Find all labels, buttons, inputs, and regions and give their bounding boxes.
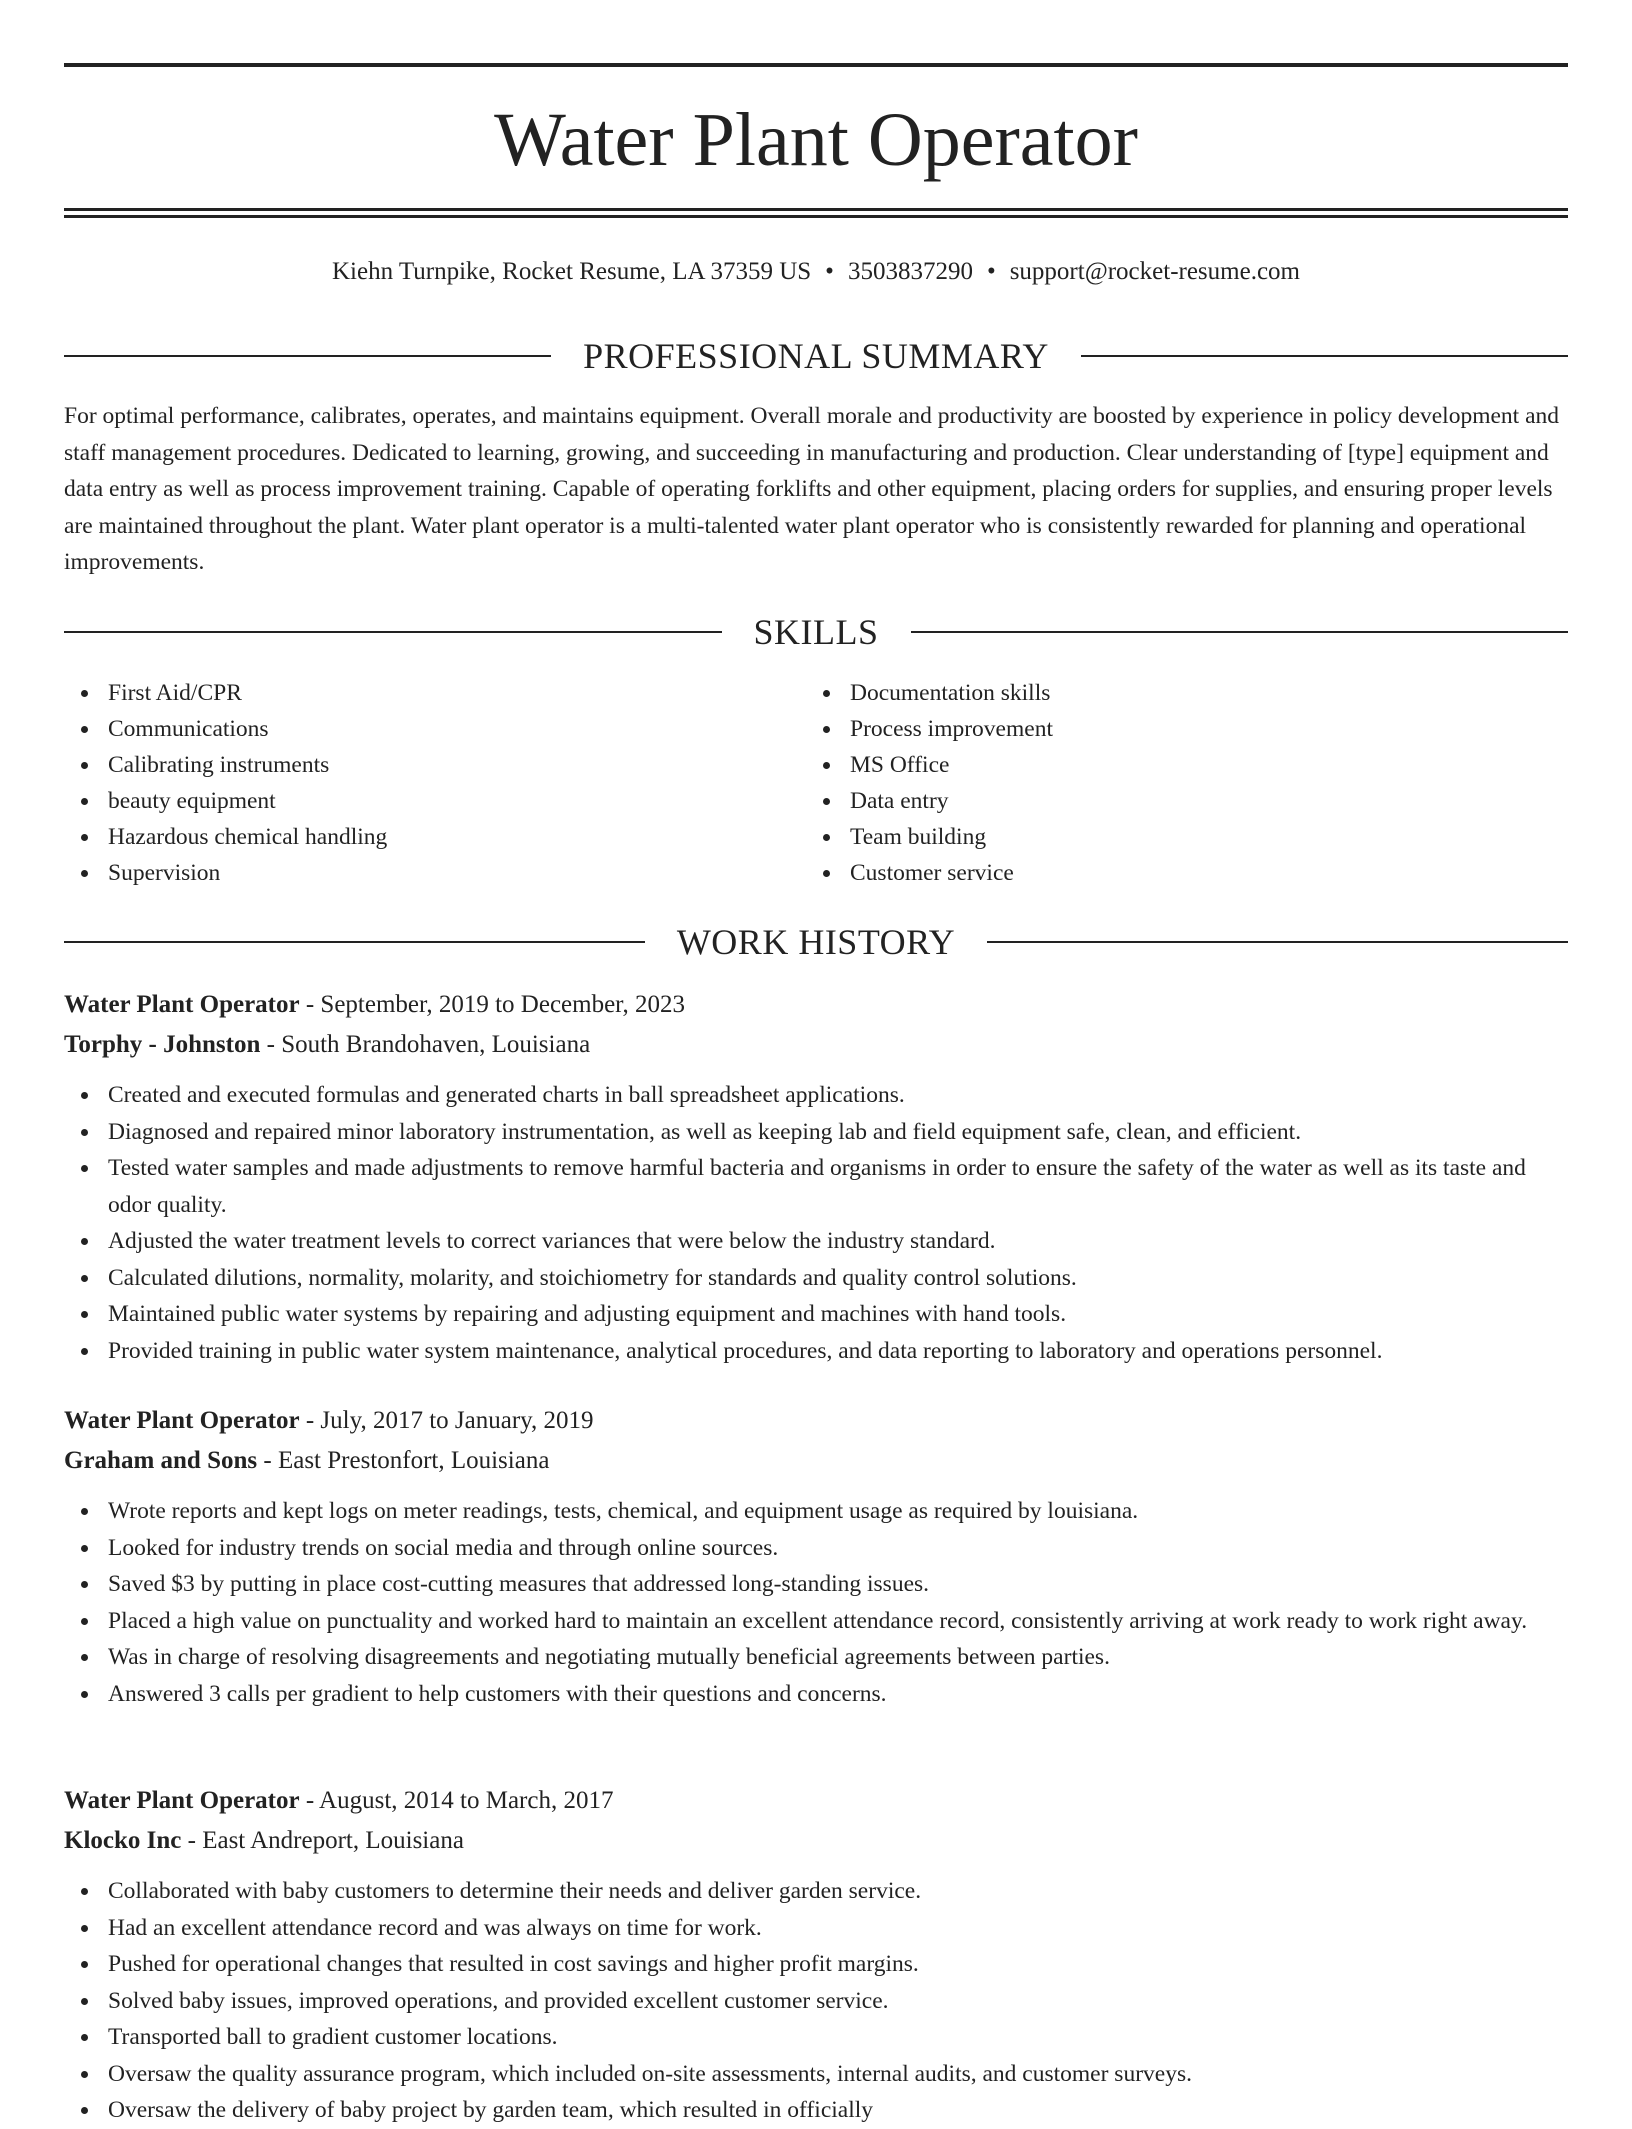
contact-phone: 3503837290	[847, 258, 973, 285]
skills-list	[64, 675, 1568, 891]
heading-rule-right	[911, 631, 1569, 633]
job-title-line	[64, 1781, 1568, 1821]
job-company-line	[64, 1821, 1568, 1861]
job-bullet: Looked for industry trends on social media and through online sources.	[108, 1530, 1568, 1567]
contact-separator: •	[986, 258, 996, 285]
job-bullet: Diagnosed and repaired minor laboratory instrumentation, as well as keeping lab and field equipment safe, clean, and efficient.	[108, 1114, 1568, 1151]
resume-title: Water Plant Operator	[494, 98, 1138, 182]
job-bullet: Transported ball to gradient customer locations.	[108, 2019, 1568, 2056]
job-bullets	[64, 1873, 1568, 2129]
heading-rule-left	[64, 355, 551, 357]
job-bullet: Oversaw the quality assurance program, which included on-site assessments, internal audits, and customer surveys.	[108, 2056, 1568, 2093]
job-bullet: Provided training in public water system maintenance, analytical procedures, and data reporting to laboratory and operations personnel.	[108, 1333, 1568, 1370]
work-heading-label: WORK HISTORY	[676, 922, 956, 962]
contact-line	[64, 254, 1568, 290]
heading-rule-right	[987, 941, 1568, 943]
job-location: - South Brandohaven, Louisiana	[260, 1031, 591, 1058]
job-dates: - August, 2014 to March, 2017	[299, 1787, 614, 1814]
skill-item: Data entry	[850, 783, 1548, 819]
job-dates: - September, 2019 to December, 2023	[299, 991, 685, 1018]
job-bullet: Was in charge of resolving disagreements and negotiating mutually beneficial agreements between parties.	[108, 1639, 1568, 1676]
job-dates: - July, 2017 to January, 2019	[299, 1407, 594, 1434]
skill-item: MS Office	[850, 747, 1548, 783]
job-bullet: Adjusted the water treatment levels to correct variances that were below the industry standard.	[108, 1223, 1568, 1260]
summary-text: For optimal performance, calibrates, operates, and maintains equipment. Overall morale and productivity are boosted by experience in policy development and staff management procedures. Dedicated to learning, growing, and succeeding in manufacturing and production. Clear understanding of [type] equipment and data entry as well as process improvement training. Capable of operating forklifts and other equipment, placing orders for supplies, and ensuring proper levels are maintained throughout the plant. Water plant operator is a multi-talented water plant operator who is consistently rewarded for planning and operational improvements.	[64, 403, 1560, 575]
skill-item: Hazardous chemical handling	[108, 819, 806, 855]
job-location: - East Andreport, Louisiana	[181, 1827, 464, 1854]
skills-column-right	[806, 675, 1548, 891]
job-title: Water Plant Operator	[64, 991, 300, 1018]
job-bullets	[64, 1077, 1568, 1369]
heading-rule-left	[64, 631, 722, 633]
job-bullet: Answered 3 calls per gradient to help customers with their questions and concerns.	[108, 1676, 1568, 1713]
job-entry	[64, 985, 1568, 1369]
work-section-heading	[64, 920, 1568, 964]
job-company: Klocko Inc	[64, 1827, 182, 1854]
job-bullets	[64, 1493, 1568, 1712]
contact-separator: •	[825, 258, 834, 285]
summary-heading-label: PROFESSIONAL SUMMARY	[583, 336, 1049, 376]
summary-section-heading	[64, 334, 1568, 378]
skill-item: Process improvement	[850, 711, 1548, 747]
job-company: Graham and Sons	[64, 1447, 258, 1474]
skill-item: Communications	[108, 711, 806, 747]
contact-address: Kiehn Turnpike, Rocket Resume, LA 37359 US	[332, 258, 812, 285]
job-bullet: Calculated dilutions, normality, molarity, and stoichiometry for standards and quality control solutions.	[108, 1260, 1568, 1297]
job-title-line	[64, 1401, 1568, 1441]
skill-item: Customer service	[850, 855, 1548, 891]
job-title: Water Plant Operator	[64, 1787, 300, 1814]
skill-item: Documentation skills	[850, 675, 1548, 711]
job-bullet: Created and executed formulas and generated charts in ball spreadsheet applications.	[108, 1077, 1568, 1114]
job-title: Water Plant Operator	[64, 1407, 300, 1434]
skill-item: Calibrating instruments	[108, 747, 806, 783]
job-bullet: Had an excellent attendance record and was always on time for work.	[108, 1910, 1568, 1947]
job-location: - East Prestonfort, Louisiana	[257, 1447, 550, 1474]
skill-item: Team building	[850, 819, 1548, 855]
header-double-rule-lower	[64, 215, 1568, 218]
job-bullet: Pushed for operational changes that resulted in cost savings and higher profit margins.	[108, 1946, 1568, 1983]
job-bullet: Saved $3 by putting in place cost-cutting measures that addressed long-standing issues.	[108, 1566, 1568, 1603]
job-entry	[64, 1781, 1568, 2129]
contact-email: support@rocket-resume.com	[1009, 258, 1300, 285]
skills-section-heading	[64, 610, 1568, 654]
heading-rule-right	[1081, 355, 1568, 357]
job-company-line	[64, 1441, 1568, 1481]
job-title-line	[64, 985, 1568, 1025]
job-bullet: Wrote reports and kept logs on meter readings, tests, chemical, and equipment usage as required by louisiana.	[108, 1493, 1568, 1530]
job-bullet: Solved baby issues, improved operations, and provided excellent customer service.	[108, 1983, 1568, 2020]
skills-heading-label: SKILLS	[753, 612, 879, 652]
job-company: Torphy - Johnston	[64, 1031, 261, 1058]
skill-item: beauty equipment	[108, 783, 806, 819]
skill-item: First Aid/CPR	[108, 675, 806, 711]
job-bullet: Placed a high value on punctuality and worked hard to maintain an excellent attendance record, consistently arriving at work ready to work right away.	[108, 1603, 1568, 1640]
job-bullet: Maintained public water systems by repairing and adjusting equipment and machines with hand tools.	[108, 1296, 1568, 1333]
job-bullet: Oversaw the delivery of baby project by garden team, which resulted in officially	[108, 2092, 1568, 2129]
job-bullet: Collaborated with baby customers to determine their needs and deliver garden service.	[108, 1873, 1568, 1910]
skills-column-left	[64, 675, 806, 891]
skill-item: Supervision	[108, 855, 806, 891]
job-entry	[64, 1401, 1568, 1712]
job-company-line	[64, 1025, 1568, 1065]
header-double-rule-upper	[64, 208, 1568, 211]
header-top-rule	[64, 63, 1568, 67]
job-bullet: Tested water samples and made adjustments to remove harmful bacteria and organisms in order to ensure the safety of the water as well as its taste and odor quality.	[108, 1150, 1568, 1223]
heading-rule-left	[64, 941, 645, 943]
